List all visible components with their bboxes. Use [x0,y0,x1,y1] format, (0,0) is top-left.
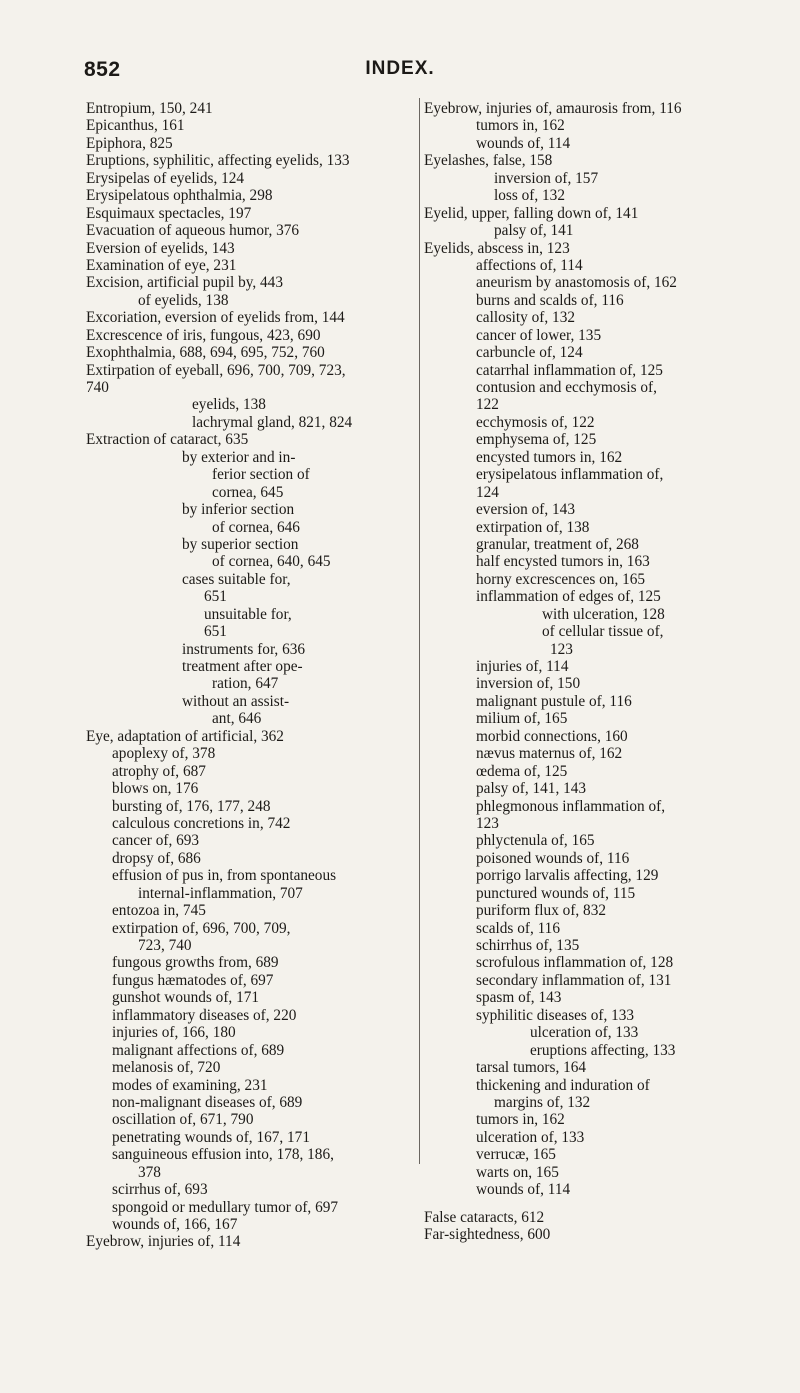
index-entry: Erysipelatous ophthalmia, 298 [86,187,273,205]
index-subentry: loss of, 132 [494,187,565,205]
index-subentry: syphilitic diseases of, 133 [476,1006,635,1024]
index-subentry: horny excrescences on, 165 [476,570,646,588]
index-subentry: cancer of, 693 [112,832,200,850]
index-subentry: entozoa in, 745 [112,902,206,920]
index-entry: Extraction of cataract, 635 [86,431,249,449]
index-subentry: malignant affections of, 689 [112,1041,285,1059]
index-entry: 740 [86,379,109,396]
index-subentry: callosity of, 132 [476,309,575,327]
index-subentry: by exterior and in- [182,448,296,466]
index-subentry: warts on, 165 [476,1163,559,1181]
index-subentry: ulceration of, 133 [530,1024,639,1042]
index-subentry: 651 [204,588,227,606]
index-entry: Excrescence of iris, fungous, 423, 690 [86,326,321,344]
index-subentry: 123 [476,814,499,832]
index-subentry: morbid connections, 160 [476,727,628,745]
index-subentry: granular, treatment of, 268 [476,535,639,553]
index-subentry: ant, 646 [212,710,262,728]
index-subentry: affections of, 114 [476,256,583,274]
index-subentry: phlegmonous inflammation of, [476,797,666,815]
index-subentry: cases suitable for, [182,570,291,588]
index-subentry: instruments for, 636 [182,640,306,658]
index-entry: Eyelid, upper, falling down of, 141 [424,204,639,222]
column-divider [419,98,420,1164]
index-subentry: burns and scalds of, 116 [476,291,624,309]
index-subentry: by inferior section [182,501,295,519]
index-subentry: spasm of, 143 [476,989,562,1007]
index-entry: Evacuation of aqueous humor, 376 [86,222,300,240]
index-subentry: injuries of, 114 [476,658,569,675]
index-subentry: contusion and ecchymosis of, [476,379,657,396]
index-subentry: of cornea, 640, 645 [212,553,331,571]
index-entry: Eyebrow, injuries of, 114 [86,1233,241,1251]
index-subentry: palsy of, 141 [494,222,574,240]
page-number: 852 [84,58,121,81]
index-subentry: sanguineous effusion into, 178, 186, [112,1146,334,1164]
index-subentry: blows on, 176 [112,780,199,798]
index-subentry: margins of, 132 [494,1093,591,1111]
index-subentry: 124 [476,483,499,501]
index-subentry: 651 [204,623,227,641]
index-subentry: eruptions affecting, 133 [530,1041,676,1059]
index-entry: Eversion of eyelids, 143 [86,239,235,257]
index-subentry: catarrhal inflammation of, 125 [476,361,663,379]
index-subentry: of eyelids, 138 [138,291,229,309]
index-subentry: injuries of, 166, 180 [112,1024,236,1042]
index-subentry: apoplexy of, 378 [112,745,216,763]
index-subentry: 123 [550,640,573,658]
index-subentry: cancer of lower, 135 [476,326,602,344]
index-subentry: milium of, 165 [476,710,568,728]
index-subentry: treatment after ope- [182,658,303,675]
index-subentry: internal-inflammation, 707 [138,884,303,902]
index-subentry: effusion of pus in, from spontaneous [112,867,337,885]
index-subentry: wounds of, 114 [476,1181,571,1199]
index-subentry: porrigo larvalis affecting, 129 [476,867,659,885]
section-gap [424,1199,754,1209]
index-subentry: by superior section [182,535,299,553]
index-subentry: tumors in, 162 [476,117,565,135]
index-subentry: ration, 647 [212,675,279,693]
index-subentry: tumors in, 162 [476,1111,565,1129]
index-subentry: encysted tumors in, 162 [476,448,623,466]
index-entry: Entropium, 150, 241 [86,100,213,117]
index-entry: Eyelids, abscess in, 123 [424,239,570,257]
index-subentry: wounds of, 114 [476,134,571,152]
index-entry: Eyelashes, false, 158 [424,152,553,170]
index-subentry: emphysema of, 125 [476,431,597,449]
index-subentry: of cornea, 646 [212,518,300,536]
index-subentry: puriform flux of, 832 [476,902,607,920]
index-entry: Extirpation of eyeball, 696, 700, 709, 723, [86,361,346,379]
index-subentry: inversion of, 150 [476,675,581,693]
index-subentry: phlyctenula of, 165 [476,832,595,850]
index-subentry: carbuncle of, 124 [476,344,583,362]
index-subentry: ecchymosis of, 122 [476,413,595,431]
index-subentry: half encysted tumors in, 163 [476,553,650,571]
running-title: INDEX. [365,58,435,79]
index-subentry: fungous growths from, 689 [112,954,279,972]
index-subentry: modes of examining, 231 [112,1076,268,1094]
index-subentry: non-malignant diseases of, 689 [112,1093,303,1111]
index-subentry: lachrymal gland, 821, 824 [192,413,353,431]
index-subentry: thickening and induration of [476,1076,650,1094]
index-subentry: atrophy of, 687 [112,762,206,780]
index-entry: Eruptions, syphilitic, affecting eyelids, 133 [86,152,350,170]
index-entry: Excision, artificial pupil by, 443 [86,274,283,292]
index-entry: False cataracts, 612 [424,1208,545,1226]
index-entry: Eye, adaptation of artificial, 362 [86,727,284,745]
index-subentry: erysipelatous inflammation of, [476,466,664,484]
index-subentry: palsy of, 141, 143 [476,780,587,798]
index-subentry: scrofulous inflammation of, 128 [476,954,674,972]
index-subentry: with ulceration, 128 [542,605,665,623]
index-subentry: œdema of, 125 [476,762,568,780]
index-subentry: scirrhus of, 693 [112,1181,208,1199]
index-subentry: without an assist- [182,692,290,710]
index-subentry: of cellular tissue of, [542,623,664,641]
index-subentry: verrucæ, 165 [476,1146,556,1164]
index-subentry: inflammatory diseases of, 220 [112,1006,297,1024]
index-subentry: fungus hæmatodes of, 697 [112,971,274,989]
index-subentry: eyelids, 138 [192,396,266,414]
index-subentry: ulceration of, 133 [476,1128,585,1146]
index-subentry: spongoid or medullary tumor of, 697 [112,1198,339,1216]
index-subentry: dropsy of, 686 [112,849,201,867]
page-header [0,58,800,82]
index-subentry: tarsal tumors, 164 [476,1059,587,1077]
index-subentry: inversion of, 157 [494,169,599,187]
index-subentry: poisoned wounds of, 116 [476,849,630,867]
index-column-left [86,100,412,1251]
index-subentry: inflammation of edges of, 125 [476,588,661,606]
index-subentry: schirrhus of, 135 [476,937,580,954]
index-entry: Erysipelas of eyelids, 124 [86,169,245,187]
index-subentry: eversion of, 143 [476,501,575,519]
index-subentry: nævus maternus of, 162 [476,745,623,763]
index-subentry: wounds of, 166, 167 [112,1216,238,1233]
index-subentry: aneurism by anastomosis of, 162 [476,274,677,292]
index-subentry: scalds of, 116 [476,919,560,937]
index-column-right [424,100,754,1243]
index-subentry: melanosis of, 720 [112,1059,221,1077]
index-entry: Epicanthus, 161 [86,117,185,135]
index-subentry: bursting of, 176, 177, 248 [112,797,271,815]
index-subentry: extirpation of, 138 [476,518,590,536]
index-subentry: penetrating wounds of, 167, 171 [112,1128,310,1146]
index-subentry: ferior section of [212,466,310,484]
index-subentry: 723, 740 [138,937,192,954]
index-subentry: malignant pustule of, 116 [476,692,632,710]
index-entry: Far-sightedness, 600 [424,1226,551,1243]
index-entry: Eyebrow, injuries of, amaurosis from, 116 [424,100,682,117]
index-subentry: oscillation of, 671, 790 [112,1111,254,1129]
index-subentry: gunshot wounds of, 171 [112,989,260,1007]
index-subentry: 378 [138,1163,161,1181]
index-subentry: unsuitable for, [204,605,292,623]
index-subentry: punctured wounds of, 115 [476,884,636,902]
index-entry: Examination of eye, 231 [86,256,237,274]
index-subentry: 122 [476,396,499,414]
index-subentry: calculous concretions in, 742 [112,814,291,832]
index-entry: Exophthalmia, 688, 694, 695, 752, 760 [86,344,325,362]
index-subentry: secondary inflammation of, 131 [476,971,672,989]
index-entry: Esquimaux spectacles, 197 [86,204,252,222]
index-entry: Excoriation, eversion of eyelids from, 144 [86,309,345,327]
index-subentry: cornea, 645 [212,483,284,501]
index-subentry: extirpation of, 696, 700, 709, [112,919,291,937]
index-entry: Epiphora, 825 [86,134,173,152]
